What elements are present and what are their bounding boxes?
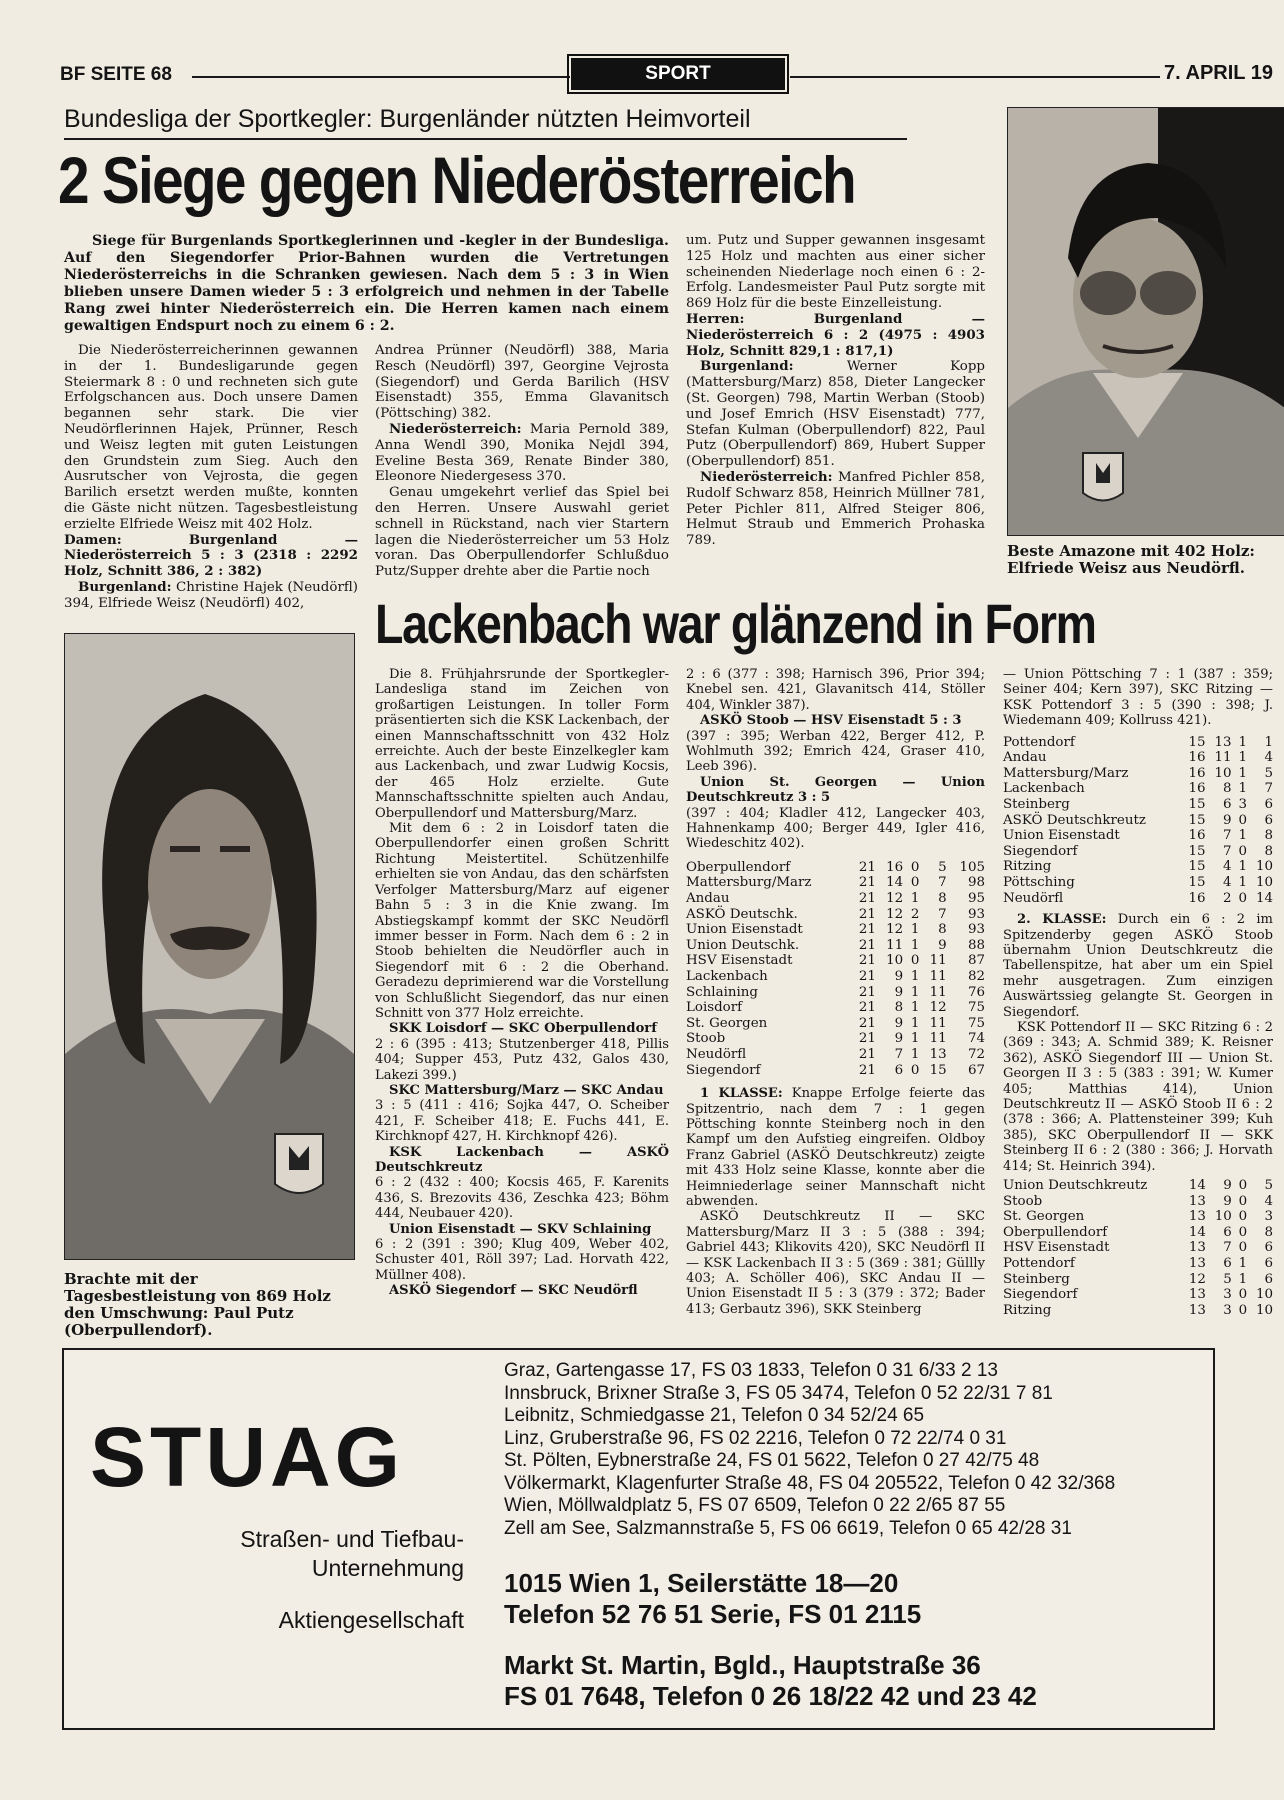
table-row xyxy=(1003,875,1273,891)
table-cell: 14 xyxy=(1188,1224,1206,1240)
table-cell: 15 xyxy=(1188,874,1206,890)
team-name: Union Eisenstadt xyxy=(686,922,803,938)
table-cell: 21 xyxy=(858,984,876,1000)
table-cell: 6 xyxy=(1222,797,1232,812)
team-name: Schlaining xyxy=(686,984,758,1000)
table-cell: 0 xyxy=(910,1062,920,1078)
page-number: BF SEITE 68 xyxy=(60,64,172,85)
table-cell: 6 xyxy=(1264,1271,1273,1287)
table-cell: 21 xyxy=(858,1015,876,1031)
table-cell: 21 xyxy=(858,953,876,969)
table-cell: 4 xyxy=(1222,859,1232,875)
table-cell: 1 xyxy=(910,969,920,985)
table-cell: 7 xyxy=(938,875,947,891)
table-cell: 13 xyxy=(1188,1287,1206,1303)
table-cell: 13 xyxy=(1188,1256,1206,1272)
table-row xyxy=(1003,750,1273,766)
masthead-rule-left xyxy=(192,76,570,78)
table-row xyxy=(686,1063,985,1079)
ad-branch-line: Völkermarkt, Klagenfurter Straße 48, FS 04 205522, Telefon 0 42 32/368 xyxy=(504,1472,1116,1494)
team-name: Mattersburg/Marz xyxy=(686,875,812,891)
table-cell: 7 xyxy=(1264,781,1273,797)
table-cell: 9 xyxy=(1223,1193,1232,1209)
table-cell: 1 xyxy=(1238,859,1247,875)
table-row xyxy=(686,860,985,876)
team-name: Neudörfl xyxy=(686,1047,747,1062)
table-cell: 0 xyxy=(1238,890,1247,906)
table-cell: 15 xyxy=(929,1062,947,1078)
table-cell: 1 xyxy=(910,984,920,1000)
table-cell: 16 xyxy=(886,859,904,875)
article1-col2: Andrea Prünner (Neudörfl) 388, Maria Resch (Neudörfl) 397, Georgine Vejrosta (Siegendorf) und Gerda Barilich (HSV Eisenstadt) 355, Emma Glavanitsch (Pöttsching) 382. Niederösterreich: Maria Pernold 389, Anna Wendl 390, Monika Nejdl 394, Eveline Besta 369, Renate Binder 380, Eleonore Niedergesess 370. Genau umgekehrt verlief das Spiel bei den Herren. Unsere Auswahl geriet schnell in Rückstand, nach vier Startern lagen die Niederösterreicher um 53 Holz voran. Das Oberpullendorfer Schlußduo Putz/Supper drehte aber die Partie noch xyxy=(375,343,669,580)
table-cell: 9 xyxy=(1222,812,1232,828)
table-cell: 13 xyxy=(1188,1240,1206,1256)
ad-branch-line: Linz, Gruberstraße 96, FS 02 2216, Telefon 0 72 22/74 0 31 xyxy=(504,1427,1007,1449)
article1-col3: um. Putz und Supper gewannen insgesamt 125 Holz und machten aus einer sicher scheinenden Niederlage noch einen 6 : 2-Erfolg. Landesmeister Paul Putz sorgte mit 869 Holz für die beste Einzelleistung. Herren: Burgenland — Niederösterreich 6 : 2 (4975 : 4903 Holz, Schnitt 829,1 : 817,1) Burgenland: Werner Kopp (Mattersburg/Marz) 858, Dieter Langecker (St. Georgen) 798, Martin Werban (Stoob) und Josef Emrich (HSV Eisenstadt) 777, Stefan Kulman (Oberpullendorf) 822, Paul Putz (Oberpullendorf) 869, Hubert Supper (Oberpullendorf) 851. Niederösterreich: Manfred Pichler 858, Rudolf Schwarz 858, Heinrich Müllner 781, Peter Pichler 811, Alfred Steiger 806, Helmut Straub und Emmerich Prohaska 789. xyxy=(686,233,985,549)
ad-tagline-1: Straßen- und Tiefbau- xyxy=(240,1526,464,1552)
table-row xyxy=(686,969,985,985)
table-cell: 1 xyxy=(1238,734,1247,750)
table-cell: 0 xyxy=(1238,1224,1248,1240)
table-row xyxy=(686,891,985,907)
team-name: Oberpullendorf xyxy=(686,859,791,875)
table-cell: 6 xyxy=(1264,797,1273,812)
ad-hq-3: Markt St. Martin, Bgld., Hauptstraße 36 xyxy=(504,1650,981,1680)
article1-lead: Siege für Burgenlands Sportkeglerinnen und -kegler in der Bundesliga. Auf den Siegendorfer Prior-Bahnen wurden die Vertretungen Niederösterreichs in die Schranken gewiesen. Nach dem 5 : 3 in Wien blieben unsere Damen wieder 5 : 3 erfolgreich und nehmen in der Tabelle Rang zwei hinter Niederösterreich ein. Die Herren kamen nach einem gewaltigen Endspurt noch zu einem 6 : 2. xyxy=(64,233,669,334)
table-cell: 76 xyxy=(967,984,985,1000)
table-cell: 0 xyxy=(1238,1240,1248,1256)
ad-hq-4: FS 01 7648, Telefon 0 26 18/22 42 und 23 42 xyxy=(504,1681,1037,1711)
masthead-rule-right xyxy=(790,76,1160,78)
table-row xyxy=(1003,1303,1273,1319)
stuag-logo: STUAG xyxy=(90,1410,404,1504)
table-row xyxy=(1003,828,1273,844)
article2-colB: 2 : 6 (377 : 398; Harnisch 396, Prior 394; Knebel sen. 421, Glavanitsch 414, Stöller 404, Winkler 387). ASKÖ Stoob — HSV Eisenstadt 5 : 3 (397 : 395; Werban 422, Berger 412, P. Wohlmuth 392; Emrich 424, Graser 410, Leeb 396). Union St. Georgen — Union Deutschkreutz 3 : 5 (397 : 404; Kladler 412, Langecker 403, Hahnenkamp 400; Berger 449, Igler 416, Wiedeschitz 402). Oberpullendorf 21 16 0 5 105 Mattersburg/Marz 21 14 0 7 98 Andau 21 12 1 8 95 ASKÖ Deutschk. 21 12 2 7 93 Union Eisenstadt 21 12 1 8 93 Union Deutschk. 21 11 1 9 88 HSV Eisenstadt 21 10 0 11 87 Lackenbach 21 9 1 11 82 Schlaining 21 9 1 11 76 Loisdorf 21 8 1 12 75 St. Georgen 21 9 1 11 75 Stoob 21 9 1 11 74 Neudörfl 21 7 1 13 72 Siegendorf 21 6 0 15 67 1 KLASSE: Knappe Erfolge feierte das Spitzentrio, nach dem 7 : 1 gegen Pöttsching konnte Steinberg noch in den Kampf um den Aufstieg eingreifen. Oldboy Franz Gabriel (ASKÖ Deutschkreutz) zeigte mit 433 Holz seine Klasse, konnte aber die Heimniederlage seiner Mannschaft nicht abwenden. ASKÖ Deutschkreutz II — SKC Mattersburg/Marz II 3 : 5 (388 : 394; Gabriel 443; Klikovits 420), SKC Neudörfl II — KSK Lackenbach II 3 : 5 (369 : 381; Güllly 403; A. Schöller 406), SKC Andau II — Union Eisenstadt II 5 : 3 (379 : 372; Bader 413; Gerbautz 396), SKK Steinberg xyxy=(686,667,985,1317)
table-cell: 1 xyxy=(1238,781,1247,797)
table-row xyxy=(686,1047,985,1063)
ad-branches xyxy=(504,1360,1115,1540)
table-cell: 0 xyxy=(1238,1287,1248,1303)
table-cell: 82 xyxy=(967,969,985,985)
table-row xyxy=(1003,1209,1273,1225)
table-cell: 1 xyxy=(1238,765,1247,781)
photo-paul-putz xyxy=(64,633,355,1260)
table-cell: 12 xyxy=(1188,1271,1206,1287)
table-cell: 4 xyxy=(1222,874,1232,890)
landesliga-table xyxy=(686,860,985,1078)
stuag-ad xyxy=(62,1348,1215,1730)
table-row xyxy=(1003,1256,1273,1272)
team-name: Stoob xyxy=(686,1031,726,1047)
table-cell: 16 xyxy=(1188,890,1206,906)
table-cell: 15 xyxy=(1188,859,1206,875)
table-row xyxy=(686,985,985,1001)
table-cell: 11 xyxy=(929,1031,947,1047)
table-cell: 21 xyxy=(858,906,876,922)
table-cell: 1 xyxy=(1238,874,1247,890)
table-cell: 13 xyxy=(1214,734,1232,750)
team-name: Union Deutschkreutz xyxy=(1003,1178,1148,1194)
table-row xyxy=(1003,891,1273,907)
table-cell: 8 xyxy=(1264,843,1273,859)
table-cell: 7 xyxy=(1222,843,1232,859)
team-name: Andau xyxy=(1003,750,1047,766)
table-cell: 4 xyxy=(1264,750,1273,766)
table-row xyxy=(1003,1287,1273,1303)
table-cell: 1 xyxy=(1238,828,1247,844)
table-cell: 13 xyxy=(1188,1209,1206,1225)
photo-elfriede-weisz xyxy=(1007,107,1284,536)
table-cell: 3 xyxy=(1223,1287,1232,1303)
table-cell: 88 xyxy=(967,937,985,953)
team-name: Neudörfl xyxy=(1003,890,1064,906)
ad-branch-line: Wien, Möllwaldplatz 5, FS 07 6509, Telefon 0 22 2/65 87 55 xyxy=(504,1495,1006,1516)
table-cell: 15 xyxy=(1188,734,1206,750)
table-cell: 21 xyxy=(858,922,876,938)
table-cell: 11 xyxy=(929,953,947,969)
table-cell: 14 xyxy=(886,875,904,891)
table-cell: 75 xyxy=(967,1015,985,1031)
table-cell: 0 xyxy=(1238,812,1247,828)
team-name: ASKÖ Deutschk. xyxy=(686,906,798,922)
table-cell: 12 xyxy=(886,891,904,907)
photo2-caption: Brachte mit der Tagesbestleistung von 869 Holz den Umschwung: Paul Putz (Oberpullendorf). xyxy=(64,1270,331,1339)
table-cell: 67 xyxy=(967,1062,985,1078)
article1-headline: 2 Siege gegen Niederösterreich xyxy=(58,143,855,217)
ad-branch-line: Innsbruck, Brixner Straße 3, FS 05 3474, Telefon 0 52 22/31 7 81 xyxy=(504,1382,1053,1404)
table-cell: 3 xyxy=(1238,797,1247,812)
table-cell: 74 xyxy=(967,1031,985,1047)
table-row xyxy=(1003,1240,1273,1256)
ad-hq-1: 1015 Wien 1, Seilerstätte 18—20 xyxy=(504,1568,899,1598)
team-name: HSV Eisenstadt xyxy=(686,953,793,969)
table-cell: 2 xyxy=(1222,890,1232,906)
team-name: Steinberg xyxy=(1003,1271,1070,1287)
table-cell: 10 xyxy=(886,953,904,969)
table-row xyxy=(1003,735,1273,751)
table-cell: 1 xyxy=(910,922,920,938)
table-cell: 21 xyxy=(858,891,876,907)
table-cell: 8 xyxy=(1222,781,1232,797)
section-label: SPORT xyxy=(571,58,785,90)
team-name: Union Deutschk. xyxy=(686,937,800,953)
table-row xyxy=(1003,766,1273,782)
table-row xyxy=(1003,797,1273,813)
table-cell: 6 xyxy=(894,1062,904,1078)
table-cell: 21 xyxy=(858,1031,876,1047)
team-name: Pottendorf xyxy=(1003,1256,1075,1272)
table-cell: 8 xyxy=(894,1000,904,1016)
table-row xyxy=(686,907,985,923)
table-cell: 13 xyxy=(1188,1193,1206,1209)
table-cell: 5 xyxy=(1223,1271,1232,1287)
table-row xyxy=(1003,1194,1273,1210)
team-name: Siegendorf xyxy=(686,1062,761,1078)
table-row xyxy=(1003,844,1273,860)
table-cell: 21 xyxy=(858,969,876,985)
article2-colA: Die 8. Frühjahrsrunde der Sportkegler-Landesliga stand im Zeichen von großartigen Leistungen. In toller Form präsentierten sich die KSK Lackenbach, der einen Mannschaftsschnitt von 432 Holz erreichte. Auch der beste Einzelkegler kam aus Lackenbach, und zwar Ludwig Kocsis, der 465 Holz erzielte. Gute Mannschaftsschnitte spielten auch Andau, Oberpullendorf und Mattersburg/Marz. Mit dem 6 : 2 in Loisdorf taten die Oberpullendorfer einen großen Schritt Richtung Meistertitel. Schützenhilfe erhielten sie von Andau, das den schärfsten Verfolger Mattersburg/Marz auf eigener Bahn 5 : 3 in die Knie zwang. Im Abstiegskampf kommt der SKC Neudörfl immer besser in Form. Nach dem 6 : 2 in Stoob behielten die Neudörfler auch in Siegendorf mit 6 : 2 die Oberhand. Geradezu deprimierend war die Vorstellung von Schlußlicht Siegendorf, das nur einen Schnitt von 377 Holz erreichte. SKK Loisdorf — SKC Oberpullendorf 2 : 6 (395 : 413; Stutzenberger 418, Pillis 404; Supper 453, Putz 432, Galos 430, Lakezi 399.) SKC Mattersburg/Marz — SKC Andau 3 : 5 (411 : 416; Sojka 447, O. Scheiber 421, F. Scheiber 418; E. Fuchs 441, E. Kirchknopf 427, H. Kirchknopf 426). KSK Lackenbach — ASKÖ Deutschkreutz 6 : 2 (432 : 400; Kocsis 465, F. Karenits 436, S. Brezovits 436, Zeschka 423; Böhm 444, Neubauer 420). Union Eisenstadt — SKV Schlaining 6 : 2 (391 : 390; Klug 409, Weber 402, Schuster 401, Röll 397; Lad. Horvath 422, Müllner 408). ASKÖ Siegendorf — SKC Neudörfl xyxy=(375,667,669,1299)
team-name: Ritzing xyxy=(1003,859,1052,875)
table-cell: 21 xyxy=(858,1062,876,1078)
table-cell: 8 xyxy=(1264,1224,1273,1240)
table-cell: 14 xyxy=(1255,890,1273,906)
table-row xyxy=(1003,1178,1273,1194)
ad-hq-2: Telefon 52 76 51 Serie, FS 01 2115 xyxy=(504,1599,922,1629)
team-name: Pottendorf xyxy=(1003,734,1075,750)
table-cell: 11 xyxy=(886,937,904,953)
table-row xyxy=(1003,813,1273,829)
table-cell: 93 xyxy=(967,922,985,938)
klasse1-table xyxy=(1003,735,1273,907)
table-cell: 11 xyxy=(1214,750,1232,766)
table-row xyxy=(1003,1225,1273,1241)
team-name: Mattersburg/Marz xyxy=(1003,765,1129,781)
team-name: Lackenbach xyxy=(1003,781,1085,797)
article1-col1: Die Niederösterreicherinnen gewannen in der 1. Bundesligarunde gegen Steiermark 8 : 0 und rechneten sich gute Erfolgschancen aus. Doch unsere Damen begannen sehr stark. Die vier Neudörflerinnen Hajek, Prünner, Resch und Weisz legten mit guten Leistungen den Grundstein zum Sieg. Auch den Ausrutscher von Vejrosta, die gegen Barilich ersetzt werden mußte, konnten die Gäste nicht nützen. Tagesbestleistung erzielte Elfriede Weisz mit 402 Holz. Damen: Burgenland — Niederösterreich 5 : 3 (2318 : 2292 Holz, Schnitt 386, 2 : 382) Burgenland: Christine Hajek (Neudörfl) 394, Elfriede Weisz (Neudörfl) 402, xyxy=(64,343,359,611)
table-cell: 11 xyxy=(929,1015,947,1031)
table-cell: 2 xyxy=(910,906,920,922)
table-cell: 7 xyxy=(894,1047,904,1062)
table-row xyxy=(1003,1272,1273,1288)
table-cell: 15 xyxy=(1188,843,1206,859)
team-name: St. Georgen xyxy=(1003,1209,1085,1225)
table-cell: 0 xyxy=(1238,1209,1248,1225)
table-row xyxy=(686,1031,985,1047)
table-cell: 10 xyxy=(1214,765,1232,781)
table-cell: 5 xyxy=(1264,1178,1273,1194)
table-cell: 1 xyxy=(910,1031,920,1047)
table-cell: 98 xyxy=(967,875,985,891)
article1-kicker: Bundesliga der Sportkegler: Burgenländer nützten Heimvorteil xyxy=(64,105,751,133)
table-cell: 10 xyxy=(1255,1287,1273,1303)
table-cell: 6 xyxy=(1264,1256,1273,1272)
table-cell: 93 xyxy=(967,906,985,922)
table-cell: 87 xyxy=(967,953,985,969)
table-cell: 1 xyxy=(910,937,920,953)
team-name: Oberpullendorf xyxy=(1003,1224,1108,1240)
team-name: HSV Eisenstadt xyxy=(1003,1240,1110,1256)
table-cell: 1 xyxy=(1238,1256,1248,1272)
team-name: Union Eisenstadt xyxy=(1003,828,1120,844)
table-cell: 8 xyxy=(938,891,947,907)
ad-branch-line: St. Pölten, Eybnerstraße 24, FS 01 5622, Telefon 0 27 42/75 48 xyxy=(504,1450,1040,1471)
table-cell: 21 xyxy=(858,875,876,891)
table-row xyxy=(686,875,985,891)
table-cell: 9 xyxy=(894,969,904,985)
table-cell: 9 xyxy=(894,1015,904,1031)
team-name: St. Georgen xyxy=(686,1015,768,1031)
table-cell: 7 xyxy=(1223,1240,1232,1256)
table-cell: 14 xyxy=(1188,1178,1206,1194)
team-name: Lackenbach xyxy=(686,969,768,985)
table-row xyxy=(686,953,985,969)
table-cell: 10 xyxy=(1255,874,1273,890)
ad-tagline-2: Unternehmung xyxy=(311,1555,464,1581)
table-cell: 9 xyxy=(894,984,904,1000)
table-cell: 21 xyxy=(858,1047,876,1062)
table-cell: 0 xyxy=(910,875,920,891)
table-cell: 6 xyxy=(1264,1240,1273,1256)
klasse2-table xyxy=(1003,1178,1273,1318)
article2-headline: Lackenbach war glänzend in Form xyxy=(375,592,1096,655)
table-cell: 8 xyxy=(1264,828,1273,844)
table-cell: 13 xyxy=(929,1047,947,1062)
table-cell: 21 xyxy=(858,1000,876,1016)
table-cell: 1 xyxy=(1238,1271,1248,1287)
ad-branch-line: Zell am See, Salzmannstraße 5, FS 06 6619, Telefon 0 65 42/28 31 xyxy=(504,1517,1072,1539)
ad-branch-line: Graz, Gartengasse 17, FS 03 1833, Telefon 0 31 6/33 2 13 xyxy=(504,1360,998,1381)
table-cell: 0 xyxy=(1238,1193,1248,1209)
table-cell: 10 xyxy=(1255,859,1273,875)
article2-colC: — Union Pöttsching 7 : 1 (387 : 359; Seiner 404; Kern 397), SKC Ritzing — KSK Pottendorf 3 : 5 (390 : 398; J. Wiedemann 409; Kollruss 421). Pottendorf 15 13 1 1 Andau 16 11 1 4 Mattersburg/Marz 16 10 1 5 Lackenbach 16 8 1 7 Steinberg 15 6 3 6 ASKÖ Deutschkreutz 15 9 0 6 Union Eisenstadt 16 7 1 8 Siegendorf 15 7 0 8 Ritzing 15 4 1 10 Pöttsching 15 4 1 10 Neudörfl 16 2 0 14 2. KLASSE: Durch ein 6 : 2 im Spitzenderby gegen ASKÖ Stoob übernahm Union Deutschkreutz die Tabellenspitze, hat aber um ein Spiel mehr ausgetragen. Zum einzigen Auswärtssieg gelangte St. Georgen in Siegendorf. KSK Pottendorf II — SKC Ritzing 6 : 2 (369 : 343; A. Schmid 389; K. Reisner 362), ASKÖ Siegendorf III — Union St. Georgen II 3 : 5 (383 : 391; W. Kumer 405; Matthias 414), Union Deutschkreutz II — ASKÖ Stoob II 6 : 2 (378 : 366; A. Plattensteiner 399; Kuh 385), SKC Oberpullendorf II — SKK Steinberg II 6 : 2 (380 : 366; J. Horvath 414; St. Heinrich 394). Union Deutschkreutz 14 9 0 5 Stoob 13 9 0 4 St. Georgen 13 10 0 3 Oberpullendorf 14 6 0 8 HSV Eisenstadt 13 7 0 6 Pottendorf 13 6 1 6 Steinberg 12 5 1 6 Siegendorf 13 3 0 10 Ritzing 13 3 0 10 xyxy=(1003,667,1273,1318)
table-cell: 0 xyxy=(1238,843,1247,859)
table-row xyxy=(1003,859,1273,875)
table-cell: 1 xyxy=(1264,734,1273,750)
table-cell: 13 xyxy=(1188,1302,1206,1318)
table-cell: 5 xyxy=(938,859,947,875)
table-cell: 105 xyxy=(959,859,985,875)
table-cell: 1 xyxy=(1238,750,1247,766)
table-cell: 11 xyxy=(929,984,947,1000)
table-cell: 1 xyxy=(910,1015,920,1031)
table-cell: 3 xyxy=(1264,1209,1273,1225)
table-cell: 12 xyxy=(886,922,904,938)
table-cell: 1 xyxy=(910,1000,920,1016)
team-name: Ritzing xyxy=(1003,1302,1052,1318)
table-cell: 0 xyxy=(1238,1302,1248,1318)
table-cell: 10 xyxy=(1255,1302,1273,1318)
team-name: Stoob xyxy=(1003,1193,1043,1209)
table-cell: 12 xyxy=(929,1000,947,1016)
table-cell: 1 xyxy=(910,891,920,907)
team-name: Andau xyxy=(686,891,730,907)
table-cell: 7 xyxy=(938,906,947,922)
table-row xyxy=(686,938,985,954)
team-name: Loisdorf xyxy=(686,1000,743,1016)
table-cell: 21 xyxy=(858,859,876,875)
table-cell: 15 xyxy=(1188,797,1206,812)
table-cell: 3 xyxy=(1223,1302,1232,1318)
table-cell: 12 xyxy=(886,906,904,922)
table-cell: 7 xyxy=(1222,828,1232,844)
team-name: Siegendorf xyxy=(1003,843,1078,859)
table-cell: 9 xyxy=(938,937,947,953)
table-cell: 9 xyxy=(894,1031,904,1047)
table-cell: 75 xyxy=(967,1000,985,1016)
table-cell: 4 xyxy=(1264,1193,1273,1209)
table-cell: 10 xyxy=(1214,1209,1232,1225)
table-cell: 6 xyxy=(1264,812,1273,828)
table-cell: 9 xyxy=(1223,1178,1232,1194)
table-cell: 95 xyxy=(967,891,985,907)
team-name: Siegendorf xyxy=(1003,1287,1078,1303)
table-cell: 16 xyxy=(1188,750,1206,766)
team-name: Pöttsching xyxy=(1003,874,1075,890)
table-cell: 72 xyxy=(967,1047,985,1062)
ad-branch-line: Leibnitz, Schmiedgasse 21, Telefon 0 34 52/24 65 xyxy=(504,1405,925,1426)
team-name: Steinberg xyxy=(1003,797,1070,812)
issue-date: 7. APRIL 19 xyxy=(1164,62,1273,84)
table-cell: 15 xyxy=(1188,812,1206,828)
table-row xyxy=(1003,781,1273,797)
table-cell: 0 xyxy=(910,859,920,875)
table-row xyxy=(686,1000,985,1016)
table-cell: 6 xyxy=(1223,1224,1232,1240)
table-row xyxy=(686,922,985,938)
table-cell: 6 xyxy=(1223,1256,1232,1272)
table-cell: 0 xyxy=(910,953,920,969)
table-cell: 21 xyxy=(858,937,876,953)
table-cell: 1 xyxy=(910,1047,920,1062)
team-name: ASKÖ Deutschkreutz xyxy=(1003,812,1146,828)
table-cell: 8 xyxy=(938,922,947,938)
ad-tagline-3: Aktiengesellschaft xyxy=(278,1607,464,1633)
table-cell: 16 xyxy=(1188,765,1206,781)
table-cell: 5 xyxy=(1264,765,1273,781)
table-cell: 0 xyxy=(1238,1178,1248,1194)
photo1-caption: Beste Amazone mit 402 Holz: Elfriede Weisz aus Neudörfl. xyxy=(1007,542,1255,577)
table-cell: 16 xyxy=(1188,828,1206,844)
table-cell: 11 xyxy=(929,969,947,985)
table-cell: 16 xyxy=(1188,781,1206,797)
table-row xyxy=(686,1016,985,1032)
